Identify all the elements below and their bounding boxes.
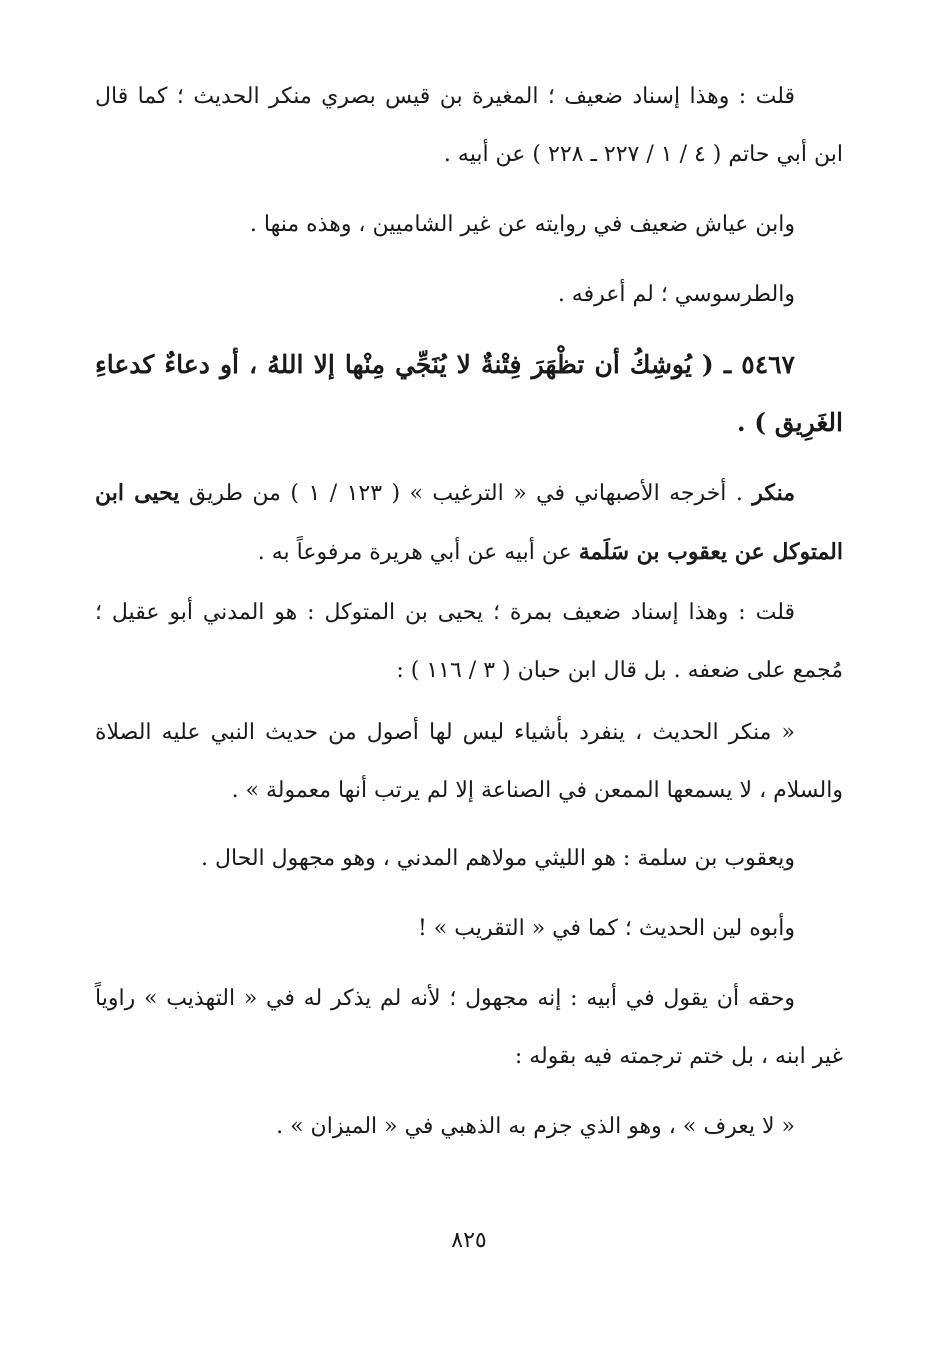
paragraph-6: قلت : وهذا إسناد ضعيف بمرة ؛ يحيى بن المتوكل : هو المدني أبو عقيل ؛ مُجمع على ضعفه . بل قال ابن حبان ( ٣ / ١١٦ ) :: [95, 600, 843, 683]
paragraph-11: « لا يعرف » ، وهو الذي جزم به الذهبي في « الميزان » .: [276, 1114, 795, 1139]
paragraph-2: وابن عياش ضعيف في روايته عن غير الشاميين ، وهذه منها .: [249, 212, 795, 237]
paragraph-10: وحقه أن يقول في أبيه : إنه مجهول ؛ لأنه لم يذكر له في « التهذيب » راوياً غير ابنه ، بل ختم ترجمته فيه بقوله :: [95, 986, 843, 1069]
paragraph-takhrij: [95, 464, 843, 582]
page-number: ٨٢٥: [451, 1228, 487, 1253]
hadith-number: ٥٤٦٧ ـ: [723, 350, 795, 379]
paragraph-8: ويعقوب بن سلمة : هو الليثي مولاهم المدني ، وهو مجهول الحال .: [200, 846, 795, 871]
takhrij-text-2: عن أبيه عن أبي هريرة مرفوعاً به .: [257, 540, 572, 565]
page-body: [95, 0, 843, 1361]
narrator-chain: يحيى ابن المتوكل عن يعقوب بن سَلَمة: [95, 480, 843, 565]
hadith-text: ( يُوشِكُ أن تظْهَرَ فِتْنةٌ لا يُنَجِّي مِنْها إلا اللهُ ، أو دعاءٌ كدعاءِ الغَرِيق ) .: [95, 350, 843, 437]
takhrij-text-1: . أخرجه الأصبهاني في « الترغيب » ( ١٢٣ / ١ ) من طريق: [188, 481, 743, 506]
hadith-heading: [95, 336, 843, 452]
paragraph-3: والطرسوسي ؛ لم أعرفه .: [557, 282, 795, 307]
ruling-label: منكر: [752, 480, 795, 506]
paragraph-9: وأبوه لين الحديث ؛ كما في « التقريب » !: [417, 916, 795, 941]
paragraph-1: قلت : وهذا إسناد ضعيف ؛ المغيرة بن قيس بصري منكر الحديث ؛ كما قال ابن أبي حاتم ( ٤ / ١ / ٢٢٧ ـ ٢٢٨ ) عن أبيه .: [95, 84, 843, 167]
paragraph-quote: « منكر الحديث ، ينفرد بأشياء ليس لها أصول من حديث النبي عليه الصلاة والسلام ، لا يسمعها الممعن في الصناعة إلا لم يرتب أنها معمولة » .: [95, 720, 843, 803]
